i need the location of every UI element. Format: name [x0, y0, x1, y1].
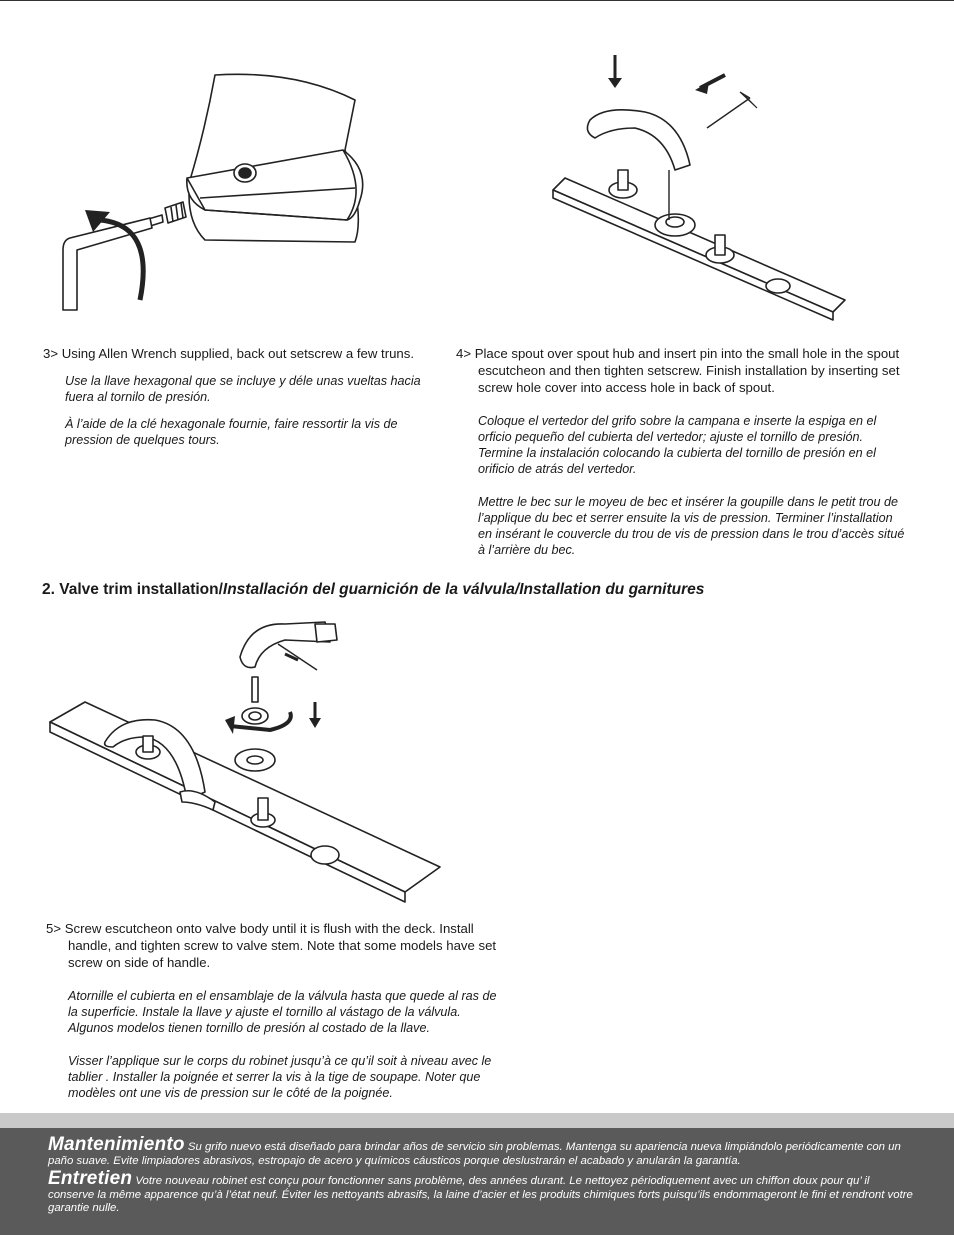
maintenance-es-body: Su grifo nuevo está diseñado para brindar años de servicio sin problemas. Mantenga su apariencia nueva limpiándolo periódicamente con un paño suave. Evite limpiadores abrasivos, estropajo de acero y químicos cáusticos porque deslustrarán el acabado y anularán la garantía.: [48, 1141, 901, 1167]
step3-text: [43, 345, 433, 448]
maintenance-es: [48, 1134, 918, 1168]
maintenance-fr-body: Votre nouveau robinet est conçu pour fonctionner sans problème, des années durant. Le nettoyez périodiquement avec un chiffon doux pour qu’ il conserve la même apparence qu’à l’état neuf. Éviter les nettoyants abrasifs, la laine d’acier et les produits chimiques forts puisqu’ils endommageront le fini et rendront votre garantie nulle.: [48, 1175, 913, 1215]
maintenance-fr-title: Entretien: [48, 1168, 133, 1190]
step5-text: [46, 920, 506, 1101]
step3-fr: À l’aide de la clé hexagonale fournie, faire ressortir la vis de pression de quelques tours.: [65, 417, 398, 447]
maintenance-band-top: [0, 1113, 954, 1128]
section-heading: [42, 581, 704, 599]
step5-en: 5> Screw escutcheon onto valve body until it is flush with the deck. Install handle, and tighten screw to valve stem. Note that some models have set screw on side of handle.: [46, 921, 497, 970]
step4-en: 4> Place spout over spout hub and insert pin into the small hole in the spout escutcheon and then tighten setscrew. Finish installation by inserting set screw hole cover into access hole in back of spout.: [456, 346, 900, 395]
top-rule: [0, 0, 954, 1]
step3-en: 3> Using Allen Wrench supplied, back out setscrew a few truns.: [43, 346, 415, 361]
maintenance-fr: [48, 1168, 918, 1216]
section-subtitle: Installación del guarnición de la válvula/Installation du garnitures: [222, 581, 705, 598]
step4-es: Coloque el vertedor del grifo sobre la campana e inserte la espiga en el orficio pequeño del cubierta del vertedor; ajuste el tornillo de presión. Termine la instalación colocando la cubierta del tornillo de presión en el orificio de atrás del vertedor.: [478, 414, 877, 476]
step4-illustration: [545, 50, 865, 340]
step3-illustration: [55, 70, 375, 320]
maintenance-text: [48, 1134, 918, 1220]
step5-illustration: [45, 612, 445, 912]
step4-fr: Mettre le bec sur le moyeu de bec et insérer la goupille dans le petit trou de l’applique du bec et serrer ensuite la vis de pression. Terminer l’installation en insérant le couvercle du trou de vis de pression dans le trou d’accès situé à l’arrière du bec.: [478, 495, 905, 557]
step5-fr: Visser l’applique sur le corps du robinet jusqu’à ce qu’il soit à niveau avec le tablier . Installer la poignée et serrer la vis à la tige de soupape. Noter que modèles ont une vis de pression sur le côté de la poignée.: [68, 1054, 492, 1100]
section-number: 2. Valve trim installation/: [42, 581, 223, 598]
step5-es: Atornille el cubierta en el ensamblaje de la válvula hasta que quede al ras de la superficie. Instale la llave y ajuste el tornillo al vástago de la válvula. Algunos modelos tienen tornillo de presión al costado de la llave.: [68, 989, 497, 1035]
maintenance-es-title: Mantenimiento: [48, 1134, 185, 1155]
step3-es: Use la llave hexagonal que se incluye y déle unas vueltas hacia fuera al tornilo de presión.: [65, 374, 421, 404]
step4-text: [456, 345, 906, 558]
